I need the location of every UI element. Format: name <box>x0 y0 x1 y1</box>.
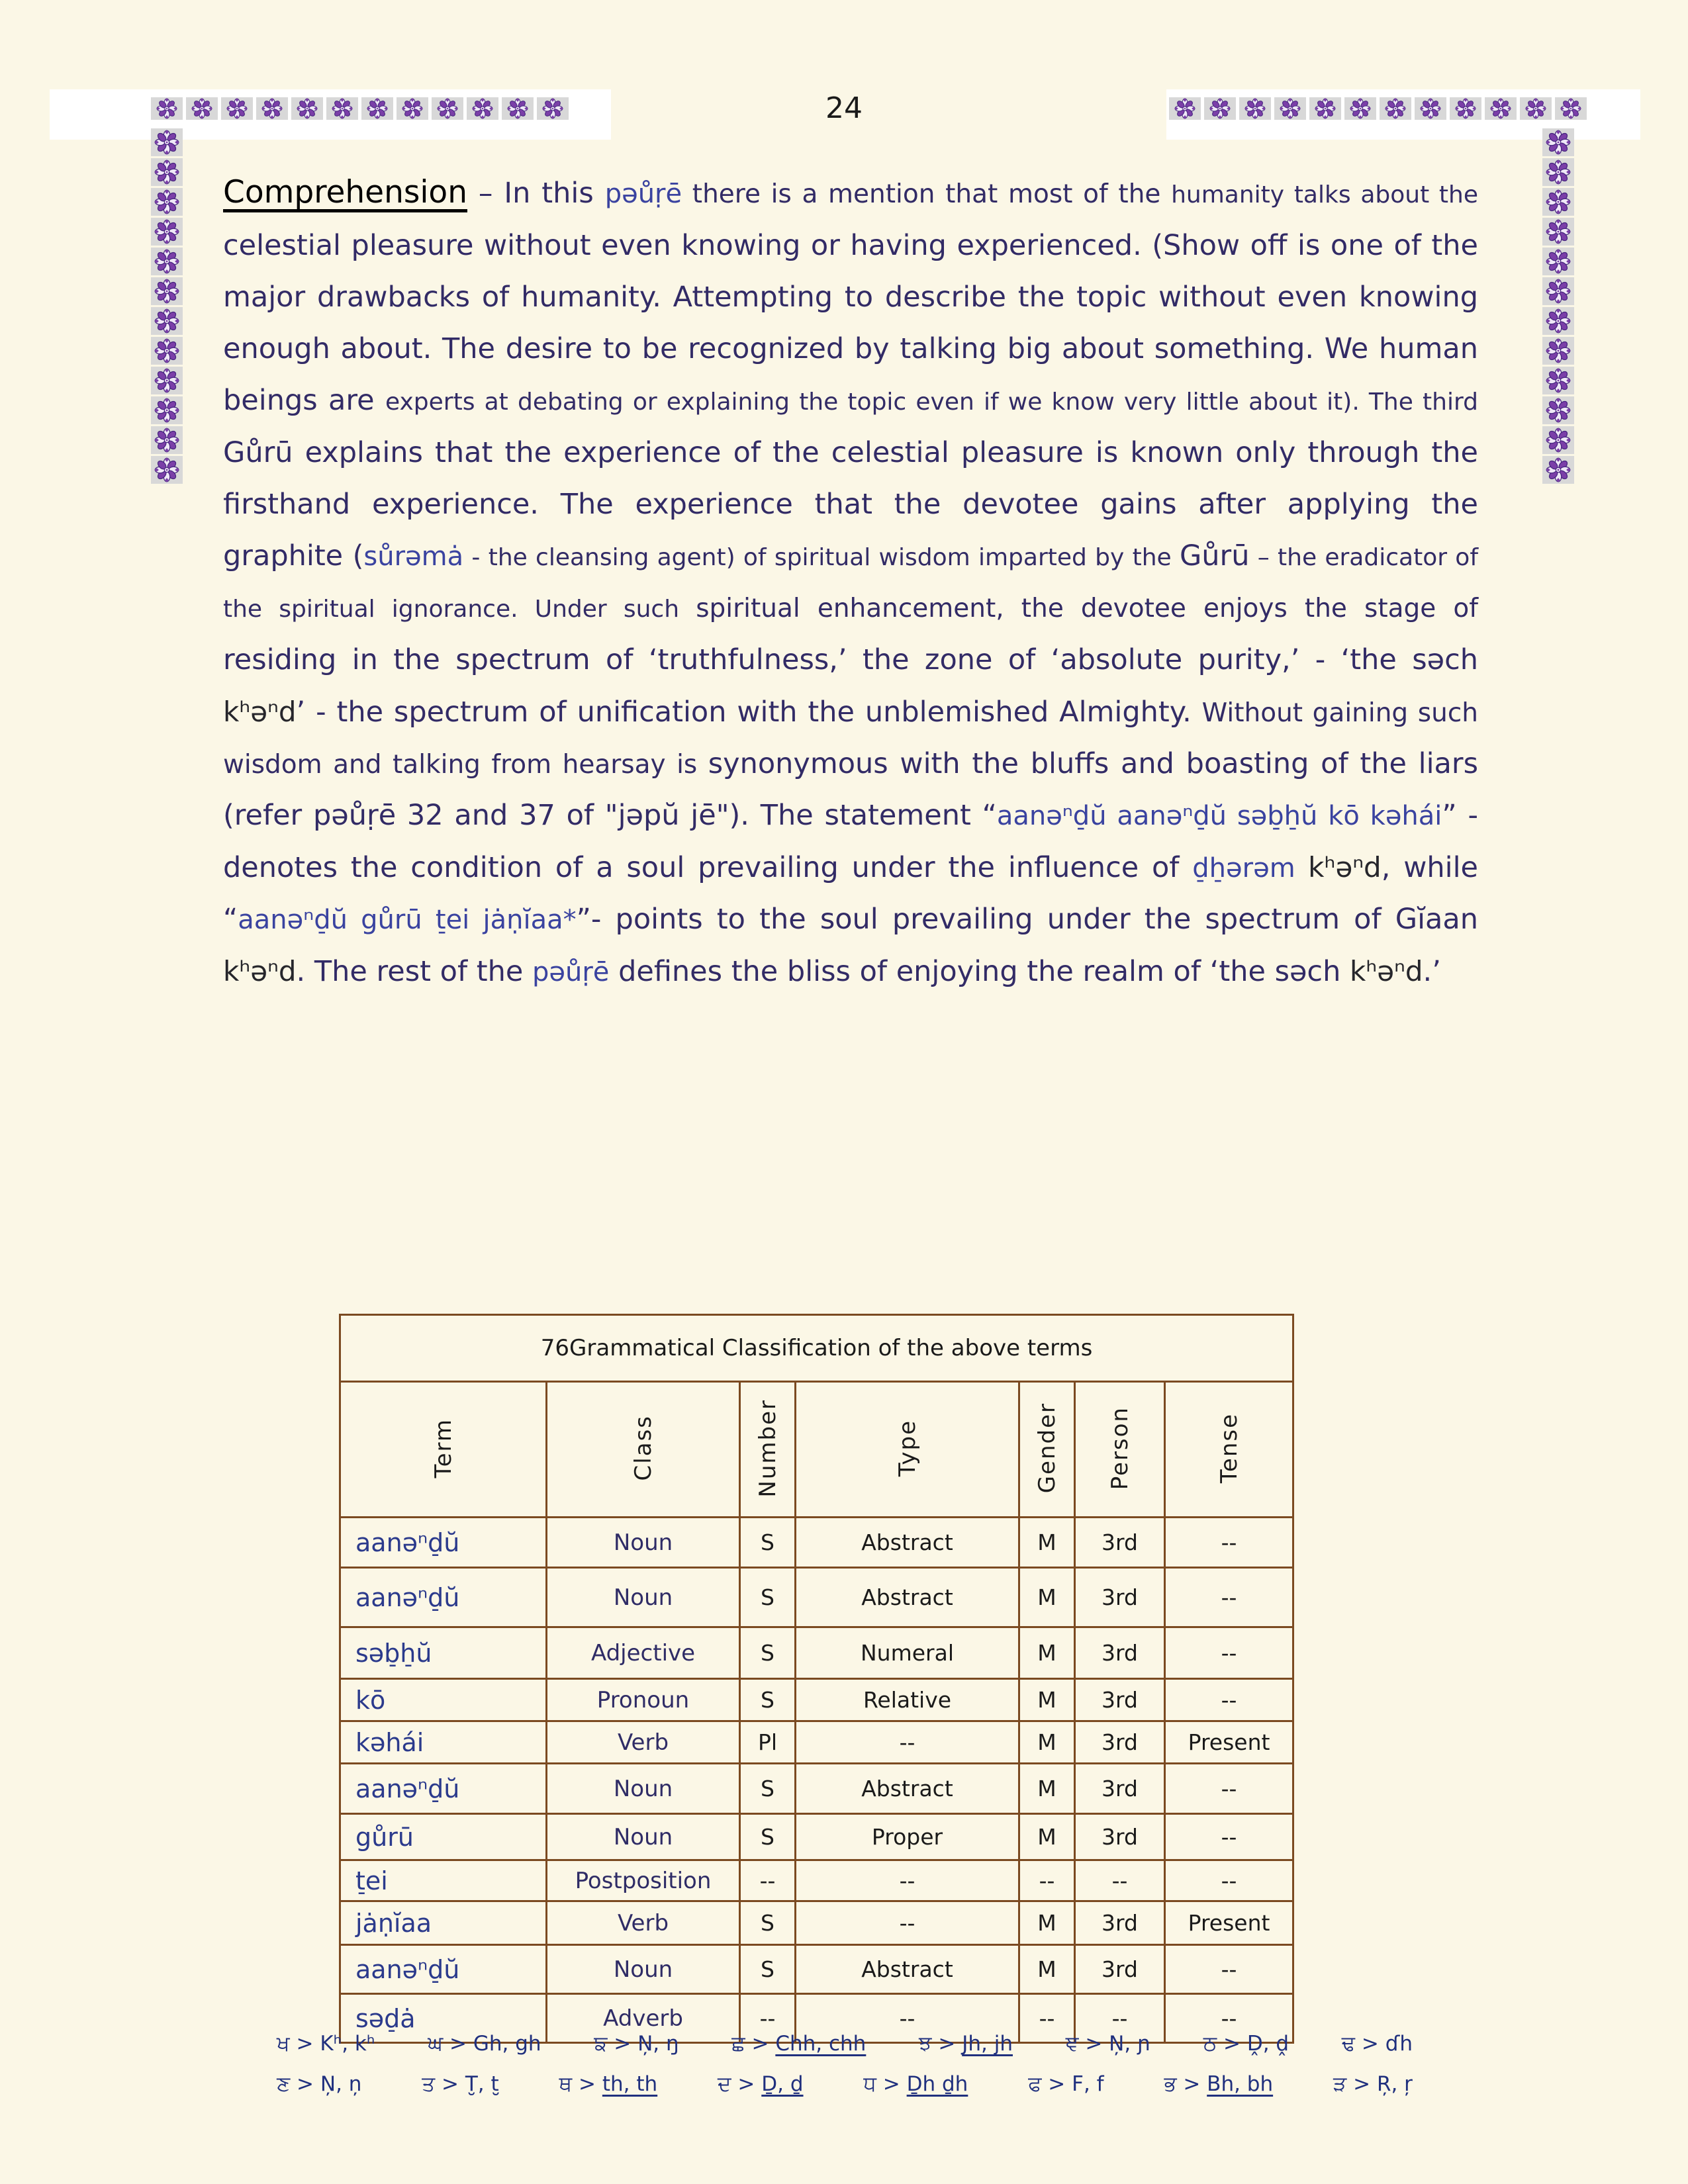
flower-tile <box>151 218 183 246</box>
gurmukhi-letter: ਧ <box>863 2072 876 2096</box>
flower-tile <box>151 367 183 394</box>
gurmukhi-letter: ਢ <box>1341 2032 1356 2056</box>
latin-transliteration: Bh, bh <box>1207 2072 1274 2096</box>
maps-to-symbol: > <box>289 2032 320 2056</box>
table-cell: M <box>1019 1901 1075 1945</box>
paragraph-segment: kʰəⁿd <box>223 696 297 728</box>
flower-icon <box>154 219 179 244</box>
maps-to-symbol: > <box>931 2032 962 2056</box>
term-cell: t̠ei <box>340 1860 547 1901</box>
flower-icon <box>1546 249 1571 274</box>
table-header-cell: Person <box>1075 1382 1165 1518</box>
latin-transliteration: Ḏh ḏh <box>906 2072 968 2096</box>
table-cell: Adverb <box>547 1994 740 2043</box>
table-cell: 3rd <box>1075 1814 1165 1860</box>
flower-tile <box>151 128 183 156</box>
table-title: 76Grammatical Classification of the above terms <box>340 1315 1293 1382</box>
table-cell: -- <box>796 1901 1019 1945</box>
phonetic-map-item <box>277 2032 375 2056</box>
table-cell: -- <box>796 1994 1019 2043</box>
paragraph-segment: Gůrū <box>1179 539 1250 572</box>
gurmukhi-letter: ਛ <box>731 2032 745 2056</box>
gurmukhi-letter: ਘ <box>428 2032 444 2056</box>
table-cell: 3rd <box>1075 1679 1165 1721</box>
phonetic-map-item <box>718 2072 803 2097</box>
table-cell: S <box>740 1945 796 1994</box>
table-cell: -- <box>796 1721 1019 1764</box>
flower-icon <box>154 308 179 334</box>
latin-transliteration: Ḓ, ḓ <box>1246 2032 1289 2056</box>
gurmukhi-letter: ਦ <box>718 2072 731 2096</box>
table-cell: Verb <box>547 1721 740 1764</box>
paragraph-segment: there is a mention that most of the <box>682 179 1172 209</box>
paragraph-segment: aanəⁿd̠ŭ aanəⁿd̠ŭ səb̠h̠ŭ kō kəhái <box>996 801 1442 831</box>
table-cell: S <box>740 1764 796 1814</box>
term-cell: kəhái <box>340 1721 547 1764</box>
table-cell: M <box>1019 1568 1075 1627</box>
latin-transliteration: Ņ, ņ <box>320 2072 362 2096</box>
flower-icon <box>1546 457 1571 482</box>
table-header-cell: Tense <box>1165 1382 1293 1518</box>
latin-transliteration: Ŗ, ŗ <box>1376 2072 1413 2096</box>
latin-transliteration: Kʰ, kʰ <box>320 2032 375 2056</box>
table-cell: 3rd <box>1075 1627 1165 1679</box>
table-cell: -- <box>1019 1860 1075 1901</box>
table-cell: Abstract <box>796 1568 1019 1627</box>
paragraph-segment: experts at debating or explaining the topic even if we know very little about it). The third <box>385 388 1478 416</box>
phonetic-map-row <box>277 2072 1413 2097</box>
flower-tile <box>1542 128 1574 156</box>
paragraph-segment: kʰəⁿd <box>1295 851 1382 884</box>
table-cell: Noun <box>547 1568 740 1627</box>
flower-icon <box>1546 219 1571 244</box>
table-cell: 3rd <box>1075 1518 1165 1568</box>
flower-icon <box>154 338 179 363</box>
flower-tile <box>151 456 183 484</box>
table-row <box>340 1679 1293 1721</box>
maps-to-symbol: > <box>1355 2032 1385 2056</box>
flower-tile <box>1542 218 1574 246</box>
maps-to-symbol: > <box>876 2072 907 2096</box>
latin-transliteration: T̮, t̮ <box>465 2072 499 2096</box>
phonetic-map-item <box>594 2032 679 2056</box>
flower-tile <box>1542 396 1574 424</box>
flower-tile <box>1542 337 1574 365</box>
paragraph-segment: . The rest of the <box>296 955 532 988</box>
table-cell: -- <box>1165 1679 1293 1721</box>
phonetic-map-item <box>1333 2072 1413 2097</box>
latin-transliteration: F, f <box>1072 2072 1104 2096</box>
paragraph-segment: ’ - the spectrum of unification with the unblemished Almighty. <box>296 696 1202 729</box>
flower-tile <box>151 396 183 424</box>
table-row <box>340 1518 1293 1568</box>
table-cell: -- <box>1165 1945 1293 1994</box>
table-cell: Pl <box>740 1721 796 1764</box>
latin-transliteration: ɗh <box>1385 2032 1413 2056</box>
gurmukhi-letter: ਣ <box>277 2072 291 2096</box>
term-cell: səd̠ȧ <box>340 1994 547 2043</box>
table-cell: S <box>740 1679 796 1721</box>
table-cell: S <box>740 1901 796 1945</box>
maps-to-symbol: > <box>731 2072 762 2096</box>
phonetic-map-item <box>731 2032 866 2056</box>
flower-icon <box>1546 279 1571 304</box>
latin-transliteration: Ņ, ɲ <box>1109 2032 1151 2056</box>
flower-tile <box>1542 307 1574 335</box>
flower-icon <box>154 398 179 423</box>
flower-icon <box>1546 159 1571 185</box>
table-cell: M <box>1019 1679 1075 1721</box>
flower-icon <box>154 457 179 482</box>
paragraph-segment: pəůṛē <box>604 179 682 209</box>
table-cell: 3rd <box>1075 1901 1165 1945</box>
paragraph-segment: – the eradicator of the spiritual ignorance. Under such <box>223 544 1478 623</box>
flower-icon <box>154 130 179 155</box>
table-cell: Adjective <box>547 1627 740 1679</box>
maps-to-symbol: > <box>572 2072 602 2096</box>
table-header-row <box>340 1382 1293 1518</box>
flower-icon <box>1546 338 1571 363</box>
term-cell: jȧṇĭaa <box>340 1901 547 1945</box>
grammar-table <box>339 1314 1294 2044</box>
table-row <box>340 1568 1293 1627</box>
table-cell: 3rd <box>1075 1568 1165 1627</box>
phonetic-map-item <box>277 2072 361 2097</box>
paragraph-segment: synonymous with the bluffs and boasting of the liars (refer pəůṛē 32 and 37 of "jəpŭ jē"). The statement “ <box>223 747 1478 832</box>
paragraph-segment: defines the bliss of enjoying the realm of ‘the səch <box>609 955 1350 988</box>
maps-to-symbol: > <box>435 2072 465 2096</box>
paragraph-segment: spiritual enhancement, the devotee enjoys the stage of <box>696 594 1479 623</box>
flower-tile <box>151 277 183 305</box>
table-cell: S <box>740 1814 796 1860</box>
maps-to-symbol: > <box>607 2032 638 2056</box>
table-cell: -- <box>1075 1994 1165 2043</box>
table-cell: M <box>1019 1518 1075 1568</box>
term-cell: aanəⁿd̠ŭ <box>340 1518 547 1568</box>
paragraph-segment: , while “ <box>223 851 1478 936</box>
paragraph-segment: .’ <box>1423 955 1441 988</box>
flower-icon <box>1546 130 1571 155</box>
flower-tile <box>151 307 183 335</box>
term-cell: gůrū <box>340 1814 547 1860</box>
table-cell: Present <box>1165 1901 1293 1945</box>
gurmukhi-letter: ਤ <box>422 2072 436 2096</box>
phonetic-map-item <box>1028 2072 1103 2097</box>
table-cell: -- <box>1019 1994 1075 2043</box>
table-cell: 3rd <box>1075 1721 1165 1764</box>
phonetic-map-item <box>428 2032 541 2056</box>
latin-transliteration: Chh, chh <box>775 2032 867 2056</box>
paragraph-segment: Gůrū explains that the experience of the celestial pleasure is known only through the firsthand experience. The experience that the devotee gains after applying the graphite ( <box>223 436 1478 572</box>
table-cell: Numeral <box>796 1627 1019 1679</box>
table-cell: -- <box>1075 1860 1165 1901</box>
gurmukhi-letter: ੜ <box>1333 2072 1347 2096</box>
table-row <box>340 1721 1293 1764</box>
latin-transliteration: th, th <box>602 2072 658 2096</box>
gurmukhi-letter: ਞ <box>1065 2032 1079 2056</box>
term-cell: aanəⁿd̠ŭ <box>340 1568 547 1627</box>
latin-transliteration: Jh, jh <box>962 2032 1013 2056</box>
flower-tile <box>151 337 183 365</box>
table-title-row <box>340 1315 1293 1382</box>
term-cell: kō <box>340 1679 547 1721</box>
table-cell: M <box>1019 1814 1075 1860</box>
phonetic-map-item <box>1164 2072 1273 2097</box>
gurmukhi-letter: ਖ <box>277 2032 290 2056</box>
latin-transliteration: Ḏ, ḏ <box>761 2072 804 2096</box>
latin-transliteration: Gh, gh <box>473 2032 541 2056</box>
flower-tile <box>151 248 183 275</box>
flower-icon <box>1546 308 1571 334</box>
table-row <box>340 1814 1293 1860</box>
table-cell: Noun <box>547 1814 740 1860</box>
term-cell: səb̠h̠ŭ <box>340 1627 547 1679</box>
table-cell: -- <box>740 1994 796 2043</box>
paragraph-segment: kʰəⁿd <box>223 955 297 987</box>
paragraph-segment: kʰəⁿd <box>1350 955 1423 987</box>
gurmukhi-letter: ਭ <box>1164 2072 1177 2096</box>
table-cell: -- <box>1165 1994 1293 2043</box>
table-cell: S <box>740 1568 796 1627</box>
table-cell: Proper <box>796 1814 1019 1860</box>
maps-to-symbol: > <box>1346 2072 1377 2096</box>
flower-icon <box>154 428 179 453</box>
maps-to-symbol: > <box>290 2072 320 2096</box>
phonetic-map-item <box>1342 2032 1413 2056</box>
phonetic-map-row <box>277 2032 1413 2056</box>
flower-icon <box>1546 368 1571 393</box>
phonetic-map-item <box>422 2072 498 2097</box>
flower-tile <box>151 188 183 216</box>
term-cell: aanəⁿd̠ŭ <box>340 1945 547 1994</box>
flower-icon <box>1546 428 1571 453</box>
table-cell: Abstract <box>796 1764 1019 1814</box>
table-cell: Relative <box>796 1679 1019 1721</box>
paragraph-segment: d̠h̠ərəm <box>1192 853 1295 884</box>
table-cell: 3rd <box>1075 1764 1165 1814</box>
flower-icon <box>1546 398 1571 423</box>
table-cell: Noun <box>547 1518 740 1568</box>
flower-tile <box>1542 248 1574 275</box>
flower-border-right <box>1542 128 1574 484</box>
maps-to-symbol: > <box>745 2032 776 2056</box>
flower-tile <box>1542 456 1574 484</box>
flower-tile <box>1542 367 1574 394</box>
table-row <box>340 1627 1293 1679</box>
phonetic-map-item <box>1066 2032 1150 2056</box>
table-row <box>340 1945 1293 1994</box>
phonetic-map-item <box>919 2032 1013 2056</box>
table-row <box>340 1860 1293 1901</box>
maps-to-symbol: > <box>1176 2072 1207 2096</box>
table-header-cell: Number <box>740 1382 796 1518</box>
table-cell: S <box>740 1518 796 1568</box>
paragraph-segment: ”- points to the soul prevailing under the spectrum of Gĭaan <box>576 903 1478 936</box>
maps-to-symbol: > <box>1217 2032 1247 2056</box>
table-header-cell: Gender <box>1019 1382 1075 1518</box>
flower-tile <box>1542 277 1574 305</box>
paragraph-segment: – In this <box>467 177 605 210</box>
paragraph-segment: - the cleansing agent) of spiritual wisdom imparted by the <box>463 544 1180 571</box>
table-cell: Verb <box>547 1901 740 1945</box>
gurmukhi-letter: ਠ <box>1203 2032 1217 2056</box>
table-cell: 3rd <box>1075 1945 1165 1994</box>
table-row <box>340 1901 1293 1945</box>
term-cell: aanəⁿd̠ŭ <box>340 1764 547 1814</box>
table-cell: -- <box>1165 1568 1293 1627</box>
paragraph-segment: celestial pleasure without even knowing or having experienced. (Show off is one of the major drawbacks of humanity. Attempting to describe the topic without even knowing enough about. The desire to be recognized by talking big about something. We human beings are <box>223 229 1478 417</box>
phonetic-map-item <box>863 2072 968 2097</box>
table-header-cell: Type <box>796 1382 1019 1518</box>
flower-icon <box>154 159 179 185</box>
table-cell: Abstract <box>796 1518 1019 1568</box>
flower-border-left <box>151 128 183 484</box>
flower-tile <box>1542 426 1574 454</box>
table-cell: Pronoun <box>547 1679 740 1721</box>
table-header-cell: Term <box>340 1382 547 1518</box>
paragraph-segment: ” - denotes the condition of a soul prevailing under the influence of <box>223 799 1478 884</box>
gurmukhi-letter: ਝ <box>919 2032 932 2056</box>
paragraph-segment: humanity talks about the <box>1171 181 1478 208</box>
gurmukhi-letter: ਫ <box>1028 2072 1042 2096</box>
table-cell: M <box>1019 1627 1075 1679</box>
table-header-cell: Class <box>547 1382 740 1518</box>
table-cell: Present <box>1165 1721 1293 1764</box>
flower-tile <box>151 158 183 186</box>
table-cell: M <box>1019 1721 1075 1764</box>
table-cell: S <box>740 1627 796 1679</box>
flower-tile <box>1542 188 1574 216</box>
flower-icon <box>154 368 179 393</box>
phonetic-map-footer <box>277 2032 1413 2097</box>
table-cell: Noun <box>547 1764 740 1814</box>
table-cell: -- <box>1165 1518 1293 1568</box>
flower-icon <box>154 189 179 214</box>
gurmukhi-letter: ਥ <box>559 2072 573 2096</box>
flower-tile <box>151 426 183 454</box>
table-cell: -- <box>1165 1627 1293 1679</box>
flower-icon <box>154 249 179 274</box>
paragraph-segment: pəůṛē <box>532 957 610 987</box>
table-cell: -- <box>1165 1764 1293 1814</box>
page-number: 24 <box>825 91 863 125</box>
maps-to-symbol: > <box>443 2032 473 2056</box>
paragraph-segment: sůrəmȧ <box>363 541 464 572</box>
table-cell: -- <box>796 1860 1019 1901</box>
paragraph-segment: aanəⁿd̠ŭ gůrū t̠ei jȧṇĭaa* <box>238 905 577 935</box>
maps-to-symbol: > <box>1078 2032 1109 2056</box>
comprehension-paragraph <box>223 167 1478 998</box>
table-cell: M <box>1019 1764 1075 1814</box>
maps-to-symbol: > <box>1041 2072 1072 2096</box>
flower-icon <box>1546 189 1571 214</box>
table-cell: -- <box>740 1860 796 1901</box>
table-cell: -- <box>1165 1814 1293 1860</box>
table-cell: Noun <box>547 1945 740 1994</box>
latin-transliteration: Ņ, ŋ <box>637 2032 679 2056</box>
table-cell: -- <box>1165 1860 1293 1901</box>
phonetic-map-item <box>559 2072 658 2097</box>
paragraph-segment: Without gaining such wisdom and talking from hearsay is <box>223 698 1478 780</box>
paragraph-segment: residing in the spectrum of ‘truthfulness,’ the zone of ‘absolute purity,’ - ‘the səch <box>223 643 1478 676</box>
table-cell: Abstract <box>796 1945 1019 1994</box>
table-row <box>340 1764 1293 1814</box>
phonetic-map-item <box>1203 2032 1289 2056</box>
table-cell: M <box>1019 1945 1075 1994</box>
gurmukhi-letter: ਙ <box>594 2032 608 2056</box>
paragraph-segment: Comprehension <box>223 174 467 210</box>
flower-tile <box>1542 158 1574 186</box>
flower-icon <box>154 279 179 304</box>
table-cell: Postposition <box>547 1860 740 1901</box>
